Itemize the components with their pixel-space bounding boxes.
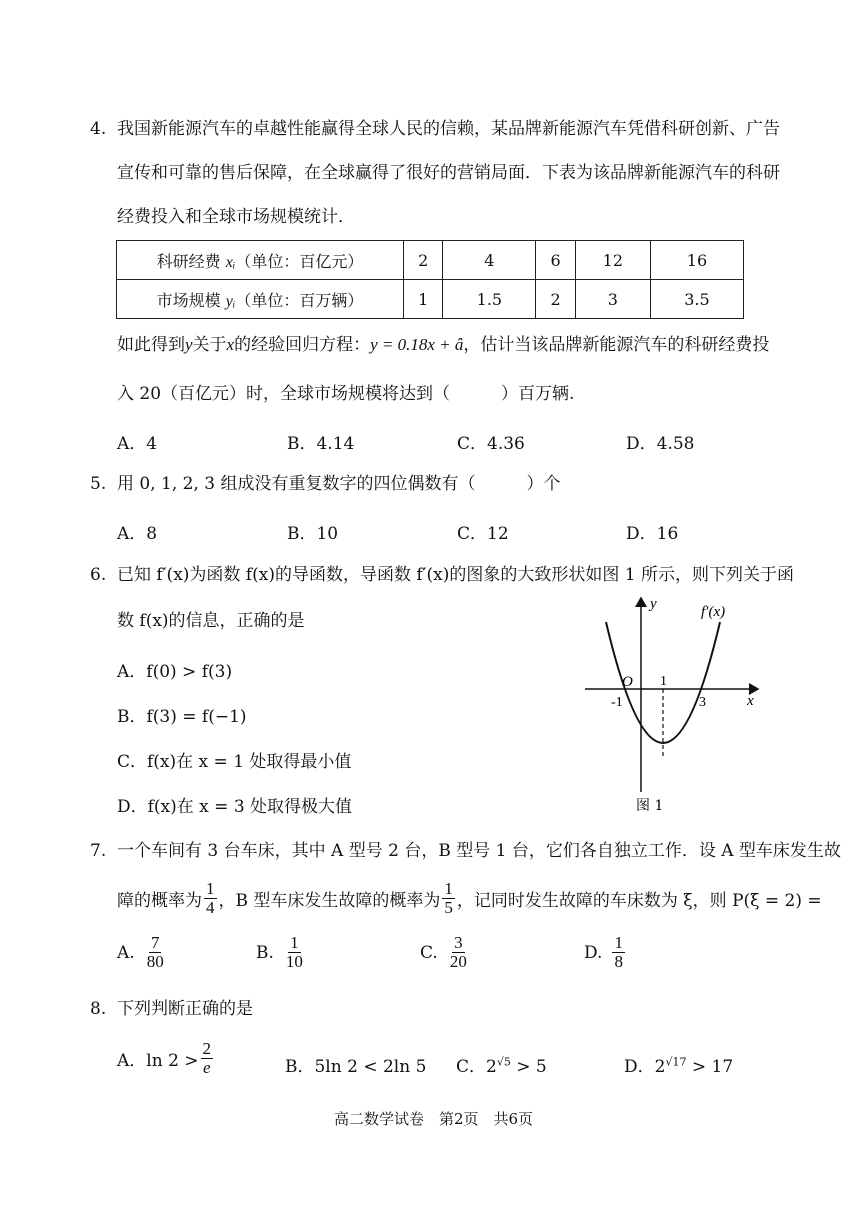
q6-text-line2: 数 f(x)的信息，正确的是 [117,611,305,631]
table-cell: 2 [536,280,575,319]
q8-text: 下列判断正确的是 [117,999,253,1019]
q8-option-d: D．$2^{√17} > 17$ [624,1055,734,1077]
q4-option-c: C．4.36 [457,434,525,454]
q7-text-line2: 障的概率为 $\frac{1}{4}$ ，B 型车床发生故障的概率为 $\frac{1}{5}$ ，记同时发生故障的车床数为 ξ，则 P(ξ = 2) = [117,878,822,917]
q6-option-d: D．f(x)在 x = 3 处取得极大值 [117,797,353,817]
q4-text-line5: 入 20（百亿元）时，全球市场规模将达到（ ）百万辆. [117,384,575,404]
q6-text-line1: 已知 f′(x)为函数 f(x)的导函数，导函数 f′(x)的图象的大致形状如图 1 所示，则下列关于函 [117,565,794,585]
q6-option-c: C．f(x)在 x = 1 处取得最小值 [117,752,352,772]
q5-option-a: A．8 [117,524,158,544]
table-cell: 16 [650,241,743,280]
q4-option-a: A．4 [117,434,158,454]
table-header-market: 市场规模 yᵢ（单位：百万辆） [117,280,404,319]
table-cell: 1.5 [443,280,536,319]
q8-option-b: B．5ln 2 < 2ln 5 [285,1057,427,1077]
q4-text-line1: 我国新能源汽车的卓越性能赢得全球人民的信赖，某品牌新能源汽车凭借科研创新、广告 [117,119,780,139]
table-cell: 3.5 [650,280,743,319]
table-cell: 6 [536,241,575,280]
table-cell: 3 [575,280,650,319]
figure-caption: 图 1 [636,798,664,814]
q5-option-c: C．12 [457,524,509,544]
table-row-market [117,280,744,319]
q4-option-b: B．4.14 [287,434,355,454]
y-axis-label: y [650,596,657,612]
q5-option-d: D．16 [626,524,679,544]
table-cell: 1 [404,280,443,319]
q7-text-line1: 一个车间有 3 台车床，其中 A 型号 2 台，B 型号 1 台，它们各自独立工作．设 A 型车床发生故 [117,841,841,861]
fraction: $\frac{1}{5}$ [444,878,453,917]
q4-text-line4: 如此得到y关于x的经验回归方程：y = 0.18x + â，估计当该品牌新能源汽车的科研经费投 [117,335,770,355]
q8-number: 8. [90,999,107,1019]
q7-option-a: A. $\frac{7}{80}$ [117,933,164,971]
x-axis-label: x [747,693,754,709]
q4-text-line3: 经费投入和全球市场规模统计． [117,207,355,227]
q7-option-b: B. $\frac{1}{10}$ [256,933,303,971]
q4-data-table [116,240,744,319]
derivative-graph [580,592,770,817]
table-header-research: 科研经费 xᵢ（单位：百亿元） [117,241,404,280]
q5-number: 5. [90,474,107,494]
q7-option-c: C. $\frac{3}{20}$ [420,933,467,971]
q8-option-c: C．$2^{√5} > 5$ [456,1055,547,1077]
q7-number: 7. [90,841,107,861]
q6-option-b: B．f(3) = f(−1) [117,707,247,727]
curve-label: f′(x) [701,604,726,620]
origin-label: O [622,674,633,690]
table-row-research [117,241,744,280]
regression-equation: y = 0.18x + â [370,335,464,354]
q4-option-d: D．4.58 [626,434,695,454]
q6-number: 6. [90,565,107,585]
table-cell: 12 [575,241,650,280]
tick-label-1: 1 [660,674,667,689]
fraction: $\frac{1}{4}$ [206,878,215,917]
q6-option-a: A．f(0) > f(3) [117,662,233,682]
q5-option-b: B．10 [287,524,339,544]
q4-number: 4. [90,119,107,139]
q5-text: 用 0, 1, 2, 3 组成没有重复数字的四位偶数有（ ）个 [117,474,561,494]
table-cell: 4 [443,241,536,280]
q7-option-d: D. $\frac{1}{8}$ [584,933,623,971]
page-footer: 高二数学试卷 第2页 共6页 [333,1110,534,1128]
tick-label-neg1: -1 [611,695,623,710]
tick-label-3: 3 [699,695,706,710]
table-cell: 2 [404,241,443,280]
q8-option-a: A．ln 2 > $\frac{2}{e}$ [117,1039,212,1077]
q4-text-line2: 宣传和可靠的售后保障，在全球赢得了很好的营销局面．下表为该品牌新能源汽车的科研 [117,163,780,183]
